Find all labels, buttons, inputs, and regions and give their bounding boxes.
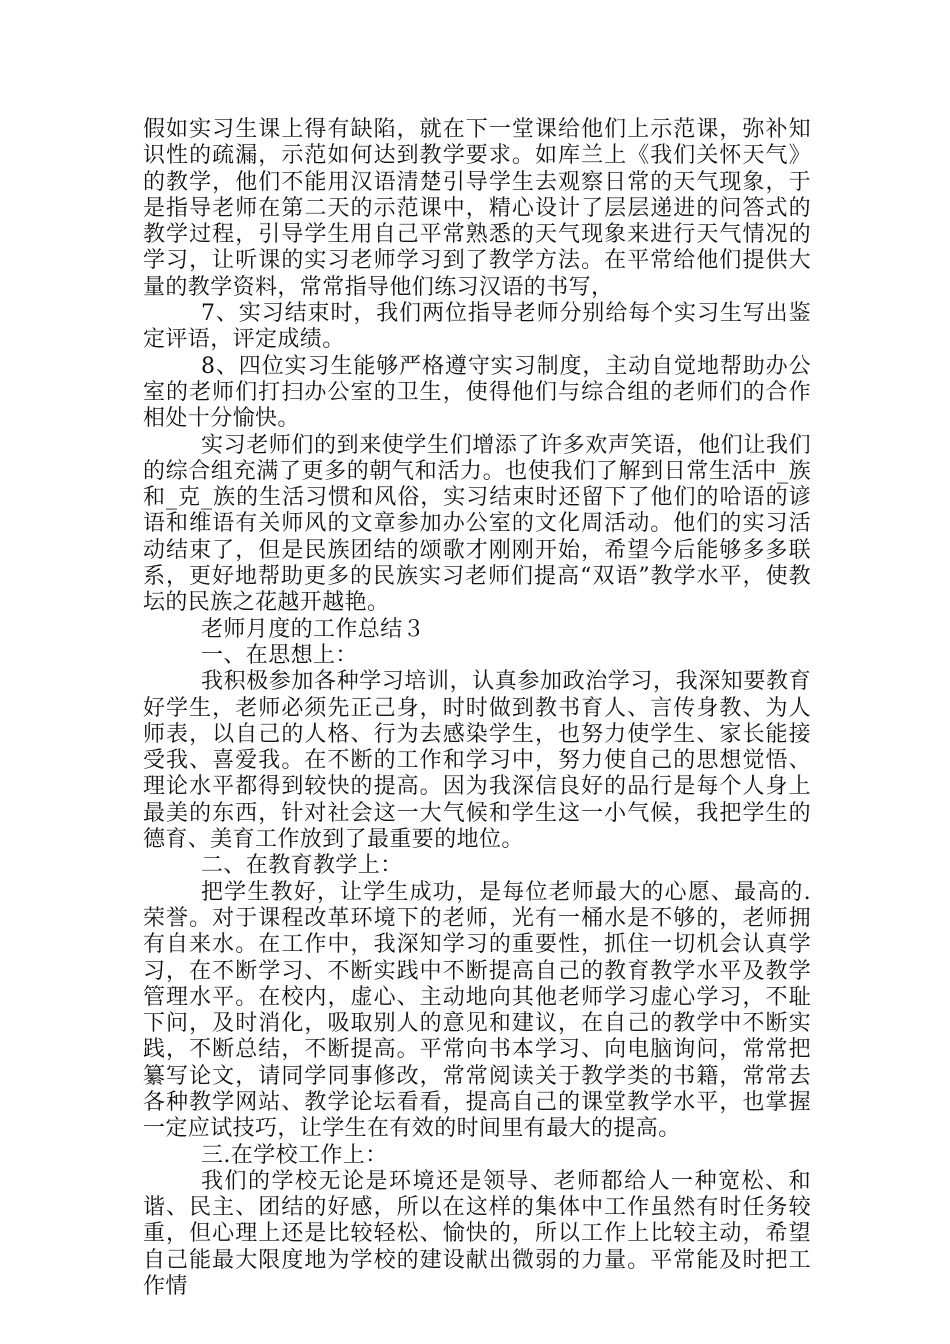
paragraph-teaching: 把学生教好，让学生成功，是每位老师最大的心愿、最高的.荣誉。对于课程改革环境下的老师，光有一桶水是不够的，老师拥有自来水。在工作中，我深知学习的重要性，抓住一切机会认真学习，在不断学习、不断实践中不断提高自己的教育教学水平及教学管理水平。在校内，虚心、主动地向其他老师学习虚心学习，不耻下问，及时消化，吸取别人的意见和建议，在自己的教学中不断实践，不断总结，不断提高。平常向书本学习、向电脑询问，常常把纂写论文，请同学同事修改，常常阅读关于教学类的书籍，常常去各种教学网站、教学论坛看看，提高自己的课堂教学水平，也掌握一定应试技巧，让学生在有效的时间里有最大的提高。 [143,879,811,1142]
paragraph-item-7: 7、实习结束时，我们两位指导老师分别给每个实习生写出鉴定评语，评定成绩。 [143,301,811,353]
heading-teaching: 二、在教育教学上： [201,853,403,879]
paragraph-item-8: 8、四位实习生能够严格遵守实习制度，主动自觉地帮助办公室的老师们打扫办公室的卫生，使得他们与综合组的老师们的合作相处十分愉快。 [143,353,811,432]
paragraph-school-work: 我们的学校无论是环境还是领导、老师都给人一种宽松、和谐、民主、团结的好感，所以在这样的集体中工作虽然有时任务较重，但心理上还是比较轻松、愉快的，所以工作上比较主动，希望自己能最大限度地为学校的建设献出微弱的力量。平常能及时把工作情 [143,1168,811,1300]
heading-school-work: 三.在学校工作上： [201,1142,388,1168]
document-body [143,117,811,1300]
paragraph-practice-demo: 假如实习生课上得有缺陷，就在下一堂课给他们上示范课，弥补知识性的疏漏，示范如何达到教学要求。如库兰上《我们关怀天气》的教学，他们不能用汉语清楚引导学生去观察日常的天气现象，于是指导老师在第二天的示范课中，精心设计了层层递进的问答式的教学过程，引导学生用自己平常熟悉的天气现象来进行天气情况的学习，让听课的实习老师学习到了教学方法。在平常给他们提供大量的教学资料，常常指导他们练习汉语的书写， [143,117,811,300]
paragraph-thought: 我积极参加各种学习培训，认真参加政治学习，我深知要教育好学生，老师必须先正己身，时时做到教书育人、言传身教、为人师表，以自己的人格、行为去感染学生，也努力使学生、家长能接受我、喜爱我。在不断的工作和学习中，努力使自己的思想觉悟、理论水平都得到较快的提高。因为我深信良好的品行是每个人身上最美的东西，针对社会这一大气候和学生这一小气候，我把学生的德育、美育工作放到了最重要的地位。 [143,669,811,853]
section-title-summary-3: 老师月度的工作总结３ [201,616,426,642]
paragraph-conclusion: 实习老师们的到来使学生们增添了许多欢声笑语，他们让我们的综合组充满了更多的朝气和活力。也使我们了解到日常生活中_族和_克_族的生活习惯和风俗，实习结束时还留下了他们的哈语的谚语和维语有关师风的文章参加办公室的文化周活动。他们的实习活动结束了，但是民族团结的颂歌才刚刚开始，希望今后能够多多联系，更好地帮助更多的民族实习老师们提高“双语”教学水平，使教坛的民族之花越开越艳。 [143,432,811,616]
heading-thought: 一、在思想上： [201,642,358,668]
